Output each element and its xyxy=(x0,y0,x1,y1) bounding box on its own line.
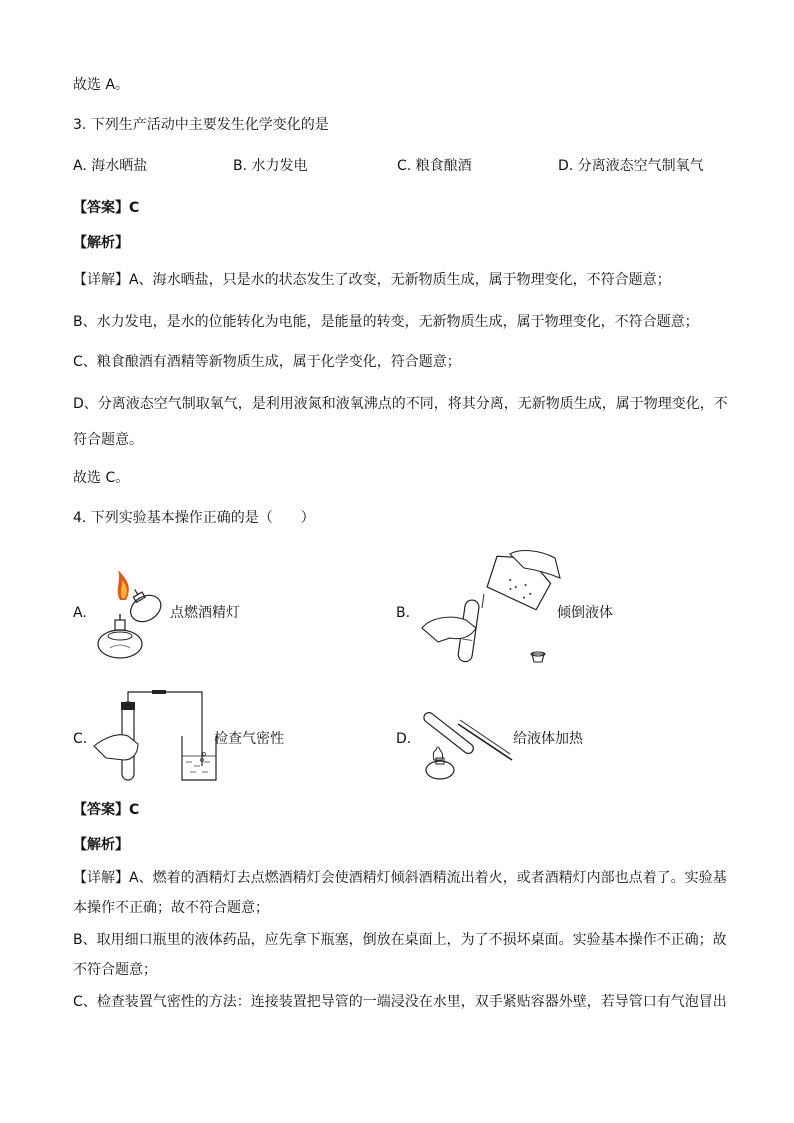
airtightness-check-illustration xyxy=(94,688,216,782)
option-d-label: 给液体加热 xyxy=(513,731,583,747)
option-b: B. 水力发电 xyxy=(233,158,308,174)
detail-b-2: 不符合题意； xyxy=(73,962,157,978)
alcohol-lamp-illustration xyxy=(92,566,172,662)
analysis-label: 【解析】 xyxy=(73,235,129,251)
option-c-label: 检查气密性 xyxy=(214,731,284,747)
pouring-liquid-illustration xyxy=(420,548,570,670)
detail-c: C、粮食酿酒有酒精等新物质生成，属于化学变化，符合题意； xyxy=(73,354,461,370)
text-line: 故选 A。 xyxy=(73,77,130,93)
option-c-letter: C. xyxy=(73,731,88,747)
option-d: D. 分离液态空气制氧气 xyxy=(558,158,704,174)
question-3: 3. 下列生产活动中主要发生化学变化的是 xyxy=(73,117,329,133)
heating-liquid-illustration xyxy=(418,694,514,782)
option-b-letter: B. xyxy=(396,605,411,621)
detail-b: B、水力发电，是水的位能转化为电能，是能量的转变，无新物质生成，属于物理变化，不符合题意； xyxy=(73,314,699,330)
option-c: C. 粮食酿酒 xyxy=(397,158,472,174)
option-a-letter: A. xyxy=(73,605,87,621)
option-a-label: 点燃酒精灯 xyxy=(170,605,240,621)
detail-c-1: C、检查装置气密性的方法：连接装置把导管的一端浸没在水里，双手紧贴容器外壁，若导管口有气泡冒出 xyxy=(73,994,727,1010)
answer-label: 【答案】C xyxy=(73,802,140,818)
option-b-label: 倾倒液体 xyxy=(557,605,613,621)
detail-a-1: 【详解】A、燃着的酒精灯去点燃酒精灯会使酒精灯倾斜酒精流出着火，或者酒精灯内部也点着了。实验基 xyxy=(73,870,727,886)
option-a: A. 海水晒盐 xyxy=(73,158,148,174)
analysis-label: 【解析】 xyxy=(73,837,129,853)
option-d-letter: D. xyxy=(396,731,412,747)
selection: 故选 C。 xyxy=(73,470,130,486)
detail-d-2: 符合题意。 xyxy=(73,432,143,448)
detail-b-1: B、取用细口瓶里的液体药品，应先拿下瓶塞，倒放在桌面上，为了不损坏桌面。实验基本操作不正确；故 xyxy=(73,932,727,948)
detail-a-2: 本操作不正确；故不符合题意； xyxy=(73,900,269,916)
answer-label: 【答案】C xyxy=(73,200,140,216)
detail-d-1: D、分离液态空气制取氧气，是利用液氮和液氧沸点的不同，将其分离，无新物质生成，属于物理变化，不 xyxy=(73,396,728,412)
detail-a: 【详解】A、海水晒盐，只是水的状态发生了改变，无新物质生成，属于物理变化，不符合题意； xyxy=(73,272,671,288)
question-4: 4. 下列实验基本操作正确的是（ ） xyxy=(73,510,315,526)
